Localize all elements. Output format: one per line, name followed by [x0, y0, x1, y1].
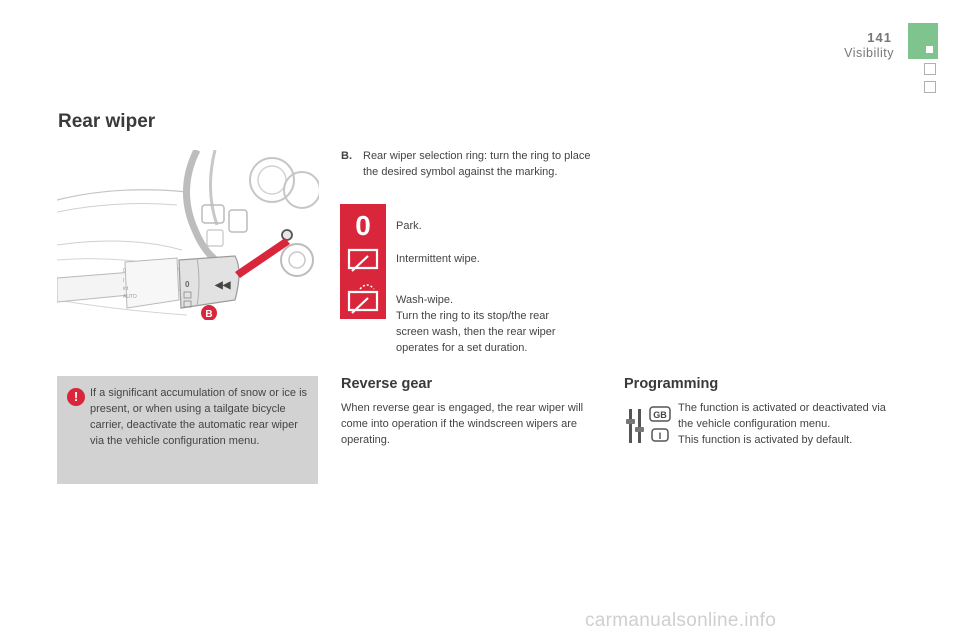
gb-label: GB	[653, 410, 667, 420]
section-name: Visibility	[844, 46, 894, 60]
programming-line2: This function is activated by default.	[678, 434, 853, 446]
park-symbol-icon	[340, 206, 386, 242]
wash-wipe-icon	[340, 280, 386, 318]
warning-text: If a significant accumulation of snow or ice is present, or when using a tailgate bicycle carrier, deactivate the automatic rear wiper via the vehicle configuration menu.	[90, 387, 308, 447]
configuration-menu-icon	[624, 405, 672, 445]
wash-wipe-block	[396, 292, 596, 356]
svg-text:0: 0	[123, 268, 126, 274]
page-number: 141	[867, 30, 892, 45]
ring-description	[341, 148, 591, 180]
intermittent-wipe-icon	[340, 244, 386, 278]
page-title: Rear wiper	[58, 111, 156, 132]
reverse-gear-text: When reverse gear is engaged, the rear wiper will come into operation if the windscreen wipers are operating.	[341, 402, 584, 446]
svg-text:◀◀: ◀◀	[215, 280, 231, 291]
tab-marker-icon	[926, 46, 933, 53]
wiper-symbol-panel	[340, 204, 386, 319]
warning-note	[57, 376, 318, 484]
wash-wipe-label: Wash-wipe.	[396, 294, 454, 306]
programming-line1: The function is activated or deactivated via the vehicle configuration menu.	[678, 402, 886, 430]
programming-heading: Programming	[624, 376, 719, 392]
watermark: carmanualsonline.info	[585, 610, 777, 631]
svg-text:AUTO: AUTO	[123, 294, 137, 300]
steering-column-illustration	[57, 150, 319, 320]
park-label: Park.	[396, 220, 422, 232]
svg-text:0: 0	[185, 280, 190, 289]
chapter-tab[interactable]	[924, 81, 936, 93]
svg-text:I: I	[123, 278, 125, 284]
callout-b-label: B	[205, 309, 213, 320]
chapter-tab[interactable]	[924, 63, 936, 75]
ring-letter: B.	[341, 150, 352, 162]
chapter-tab-active[interactable]	[908, 23, 938, 59]
programming-text	[678, 400, 888, 448]
wash-wipe-description: Turn the ring to its stop/the rear screen wash, then the rear wiper operates for a set duration.	[396, 310, 556, 354]
ring-text: Rear wiper selection ring: turn the ring to place the desired symbol against the marking.	[363, 150, 591, 178]
intermittent-label: Intermittent wipe.	[396, 253, 480, 265]
warning-icon: !	[67, 388, 85, 406]
reverse-gear-heading: Reverse gear	[341, 376, 433, 392]
park-symbol: 0	[355, 210, 371, 241]
info-label: I	[658, 431, 662, 441]
svg-text:int: int	[123, 286, 129, 292]
